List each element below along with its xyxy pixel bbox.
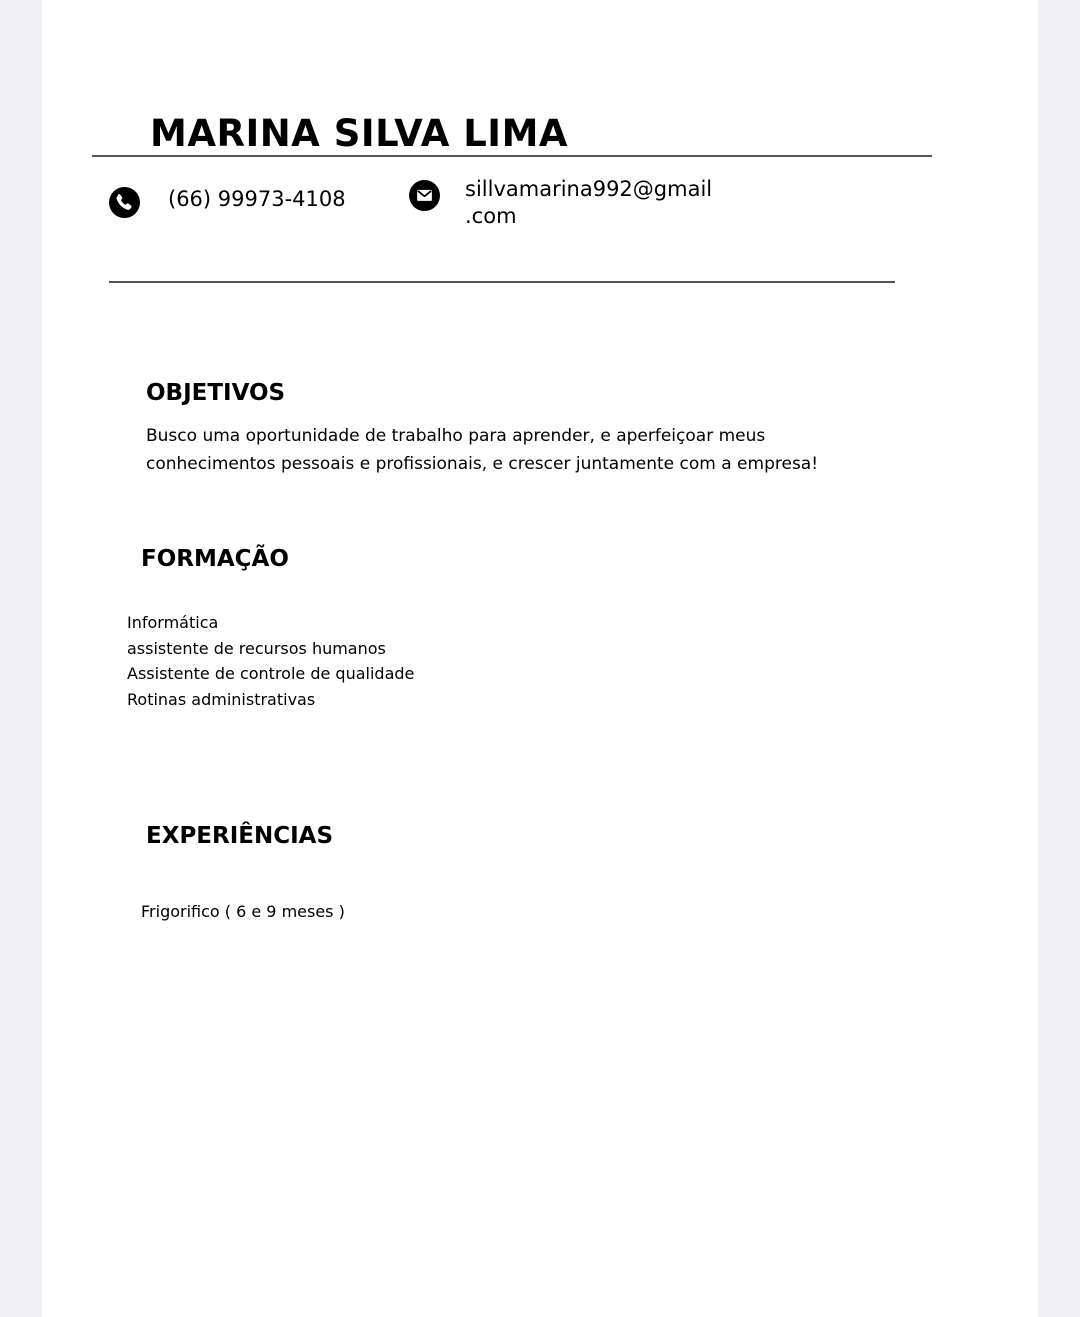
formacao-item: Rotinas administrativas [127, 689, 316, 709]
resume-name: MARINA SILVA LIMA [150, 112, 569, 155]
experience-item: Frigorifico ( 6 e 9 meses ) [141, 902, 345, 921]
email-line-2: .com [465, 204, 517, 228]
formacao-item: Assistente de controle de qualidade [127, 664, 415, 683]
header-divider [92, 155, 932, 157]
email-line-1: sillvamarina992@gmail [465, 177, 713, 201]
mail-icon [409, 180, 440, 211]
formacao-title: FORMAÇÃO [141, 546, 289, 572]
formacao-item: Informática [127, 613, 219, 632]
phone-number: (66) 99973-4108 [168, 187, 346, 211]
formacao-item: assistente de recursos humanos [127, 638, 386, 658]
formacao-list [127, 610, 414, 712]
phone-icon [109, 187, 140, 218]
contact-divider [109, 281, 895, 283]
email-address [465, 176, 712, 230]
objetivos-text: Busco uma oportunidade de trabalho para aprender, e aperfeiçoar meus conhecimentos pessoais e profissionais, e crescer juntamente com a empresa! [146, 426, 819, 474]
objetivos-title: OBJETIVOS [146, 380, 286, 406]
resume-page [42, 0, 1038, 1317]
experiencias-title: EXPERIÊNCIAS [146, 823, 334, 849]
